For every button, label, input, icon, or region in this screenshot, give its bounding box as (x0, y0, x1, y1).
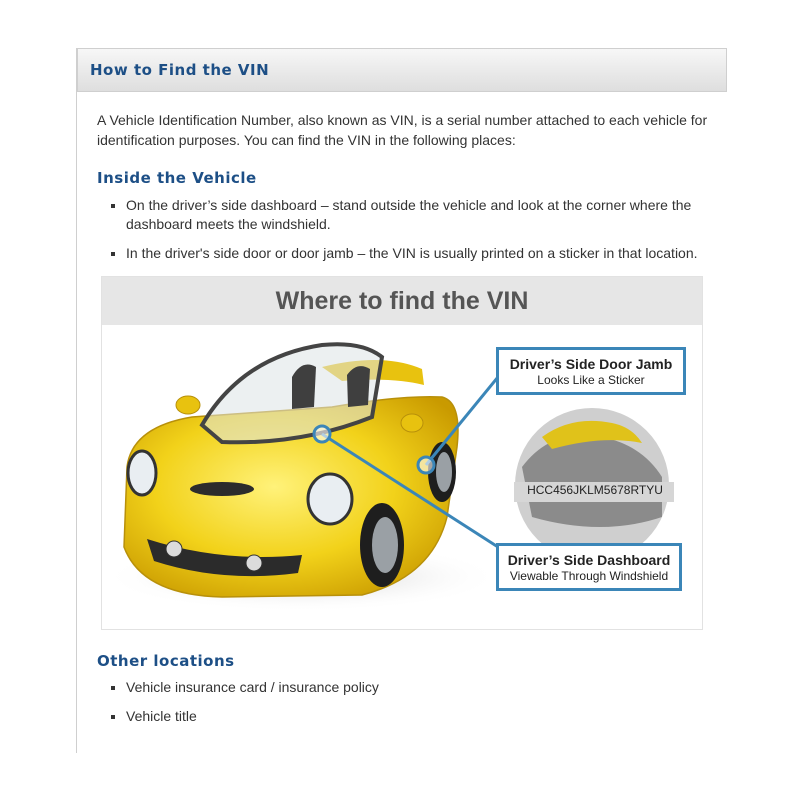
inside-vehicle-heading: Inside the Vehicle (97, 169, 257, 187)
hood-vent (190, 482, 254, 496)
intro-paragraph: A Vehicle Identification Number, also known as VIN, is a serial number attached to each vehicle for identification purposes. You can find the VIN in the following places: (97, 112, 708, 148)
dashboard-marker (314, 426, 330, 442)
list-item: ▪ Vehicle insurance card / insurance policy (126, 678, 716, 697)
door-marker (418, 457, 434, 473)
side-mirror (176, 396, 200, 414)
panel-title: How to Find the VIN (90, 61, 270, 79)
dashboard-callout-title: Driver’s Side Dashboard (507, 552, 671, 568)
fog-light (246, 555, 262, 571)
headlight (128, 451, 156, 495)
vin-sample-text: HCC456JKLM5678RTYU (527, 483, 663, 497)
door-jamb-callout-subtitle: Looks Like a Sticker (537, 373, 645, 387)
list-item: ▪ Vehicle title (126, 707, 716, 726)
headlight (308, 474, 352, 524)
fog-light (166, 541, 182, 557)
panel-header (77, 48, 727, 92)
list-item: ▪ In the driver's side door or door jamb – the VIN is usually printed on a sticker in that location. (126, 244, 716, 263)
door-jamb-callout (496, 347, 686, 395)
inside-vehicle-list (96, 196, 716, 273)
list-item: ▪ On the driver’s side dashboard – stand outside the vehicle and look at the corner where the dashboard meets the windshield. (126, 196, 716, 234)
wheel-rim (372, 517, 398, 573)
side-mirror (401, 414, 423, 432)
vin-location-figure (101, 276, 703, 630)
dashboard-callout-subtitle: Viewable Through Windshield (509, 569, 669, 583)
figure-title: Where to find the VIN (275, 287, 529, 315)
wheel-rim (436, 452, 452, 492)
door-jamb-callout-title: Driver’s Side Door Jamb (509, 356, 673, 372)
other-locations-heading: Other locations (97, 652, 235, 670)
other-locations-list (96, 678, 716, 736)
seat (347, 366, 370, 407)
dashboard-callout (496, 543, 682, 591)
